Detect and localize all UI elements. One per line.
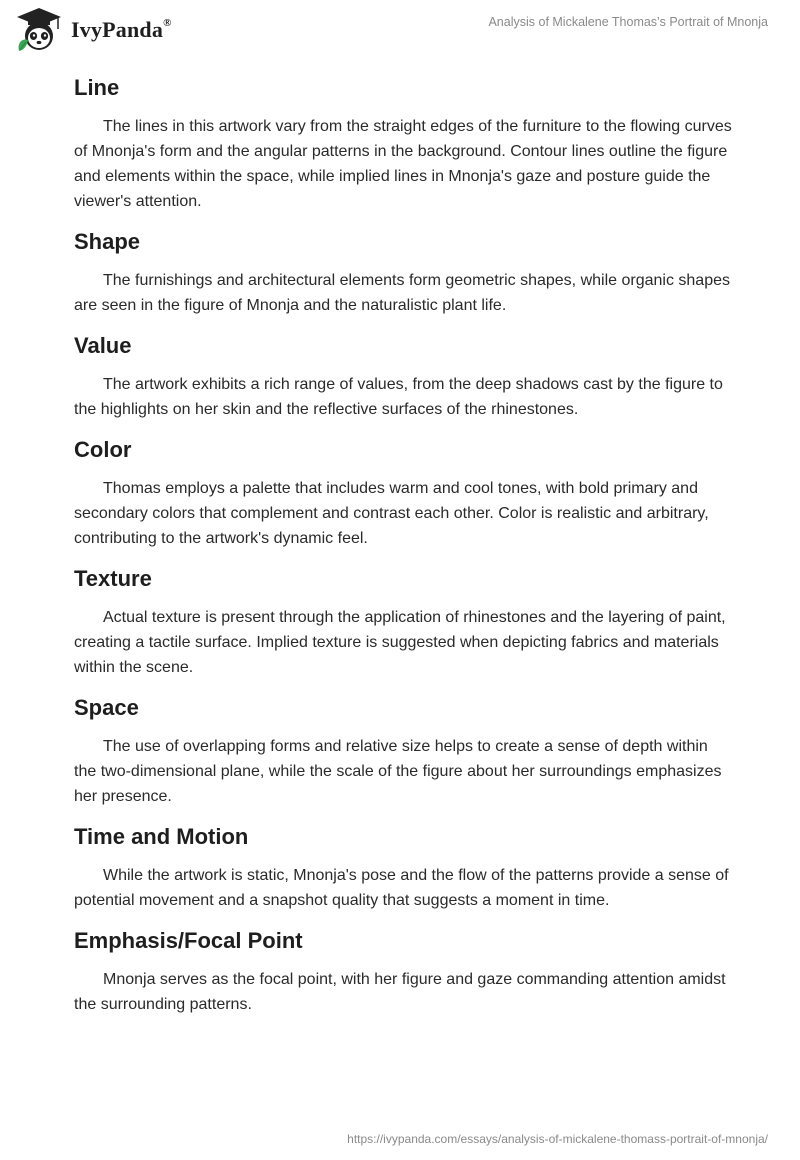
section-paragraph: The furnishings and architectural elements form geometric shapes, while organic shapes are seen in the figure of Mnonja and the naturalistic plant life. (74, 272, 730, 314)
panda-logo-icon (14, 7, 64, 53)
brand-name: IvyPanda® (71, 16, 172, 42)
source-url-link[interactable]: https://ivypanda.com/essays/analysis-of-mickalene-thomass-portrait-of-mnonja/ (347, 1132, 768, 1146)
section-texture (74, 565, 734, 680)
section-space (74, 694, 734, 809)
section-heading: Value (74, 333, 132, 358)
section-paragraph: Actual texture is present through the application of rhinestones and the layering of paint, creating a tactile surface. Implied texture is suggested when depicting fabrics and materials within the scene. (74, 609, 726, 676)
section-shape (74, 228, 734, 318)
section-emphasis (74, 927, 734, 1017)
ivypanda-logo[interactable] (14, 7, 172, 53)
section-color (74, 436, 734, 551)
section-heading: Emphasis/Focal Point (74, 928, 303, 953)
section-heading: Space (74, 695, 139, 720)
section-paragraph: The lines in this artwork vary from the straight edges of the furniture to the flowing curves of Mnonja's form and the angular patterns in the background. Contour lines outline the figure and elements within the space, while implied lines in Mnonja's gaze and posture guide the viewer's attention. (74, 118, 732, 210)
section-paragraph: The use of overlapping forms and relative size helps to create a sense of depth within the two-dimensional plane, while the scale of the figure about her surroundings emphasizes her presence. (74, 738, 722, 805)
section-time-and-motion (74, 823, 734, 913)
page-header (0, 0, 800, 60)
section-heading: Time and Motion (74, 824, 249, 849)
section-heading: Shape (74, 229, 141, 254)
section-paragraph: While the artwork is static, Mnonja's pose and the flow of the patterns provide a sense of potential movement and a snapshot quality that suggests a moment in time. (74, 867, 729, 909)
section-heading: Texture (74, 566, 152, 591)
section-paragraph: The artwork exhibits a rich range of values, from the deep shadows cast by the figure to the highlights on her skin and the reflective surfaces of the rhinestones. (74, 376, 723, 418)
section-line (74, 74, 734, 214)
section-paragraph: Mnonja serves as the focal point, with her figure and gaze commanding attention amidst the surrounding patterns. (74, 971, 726, 1013)
section-value (74, 332, 734, 422)
document-title: Analysis of Mickalene Thomas’s Portrait of Mnonja (488, 15, 768, 29)
section-heading: Color (74, 437, 132, 462)
section-heading: Line (74, 75, 120, 100)
section-paragraph: Thomas employs a palette that includes warm and cool tones, with bold primary and secondary colors that complement and contrast each other. Color is realistic and arbitrary, contributing to the artwork's dynamic feel. (74, 480, 709, 547)
essay-content (74, 74, 734, 1031)
